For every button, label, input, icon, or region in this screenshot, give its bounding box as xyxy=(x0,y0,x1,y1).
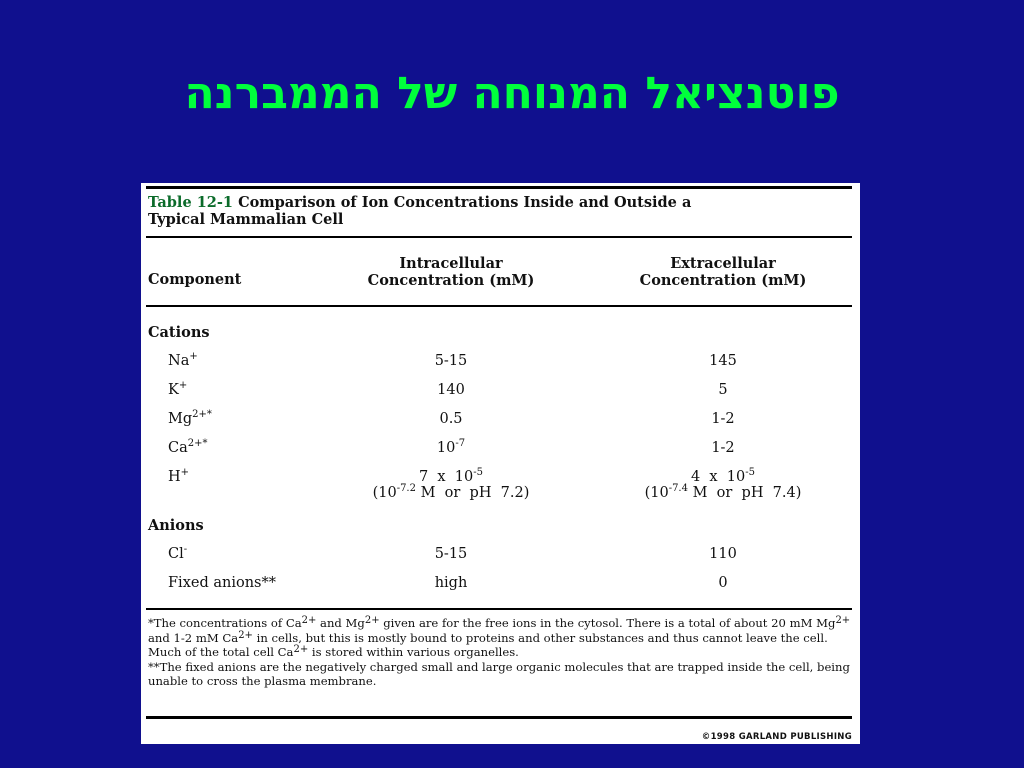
header-intra-line2: Concentration (mM) xyxy=(367,272,535,289)
section-anions: Anions xyxy=(148,517,204,534)
table-row xyxy=(141,575,860,595)
caption-line2: Typical Mammalian Cell xyxy=(148,211,344,228)
ion-name: $Mg^{2+*}$ xyxy=(168,409,212,427)
header-top-rule xyxy=(146,236,852,238)
section-cations: Cations xyxy=(148,324,210,341)
header-component: Component xyxy=(148,271,242,288)
footnote-2: **The fixed anions are the negatively charged small and large organic molecules that are trapped inside the cell, being unable to cross the plasma membrane. xyxy=(148,659,850,688)
ion-name: K+ xyxy=(168,380,188,398)
caption-line1: Comparison of Ion Concentrations Inside and Outside a xyxy=(238,194,692,211)
header-extracellular xyxy=(603,255,843,289)
extra-value: 0 xyxy=(718,575,728,591)
extra-value: 110 xyxy=(709,546,737,562)
table-number: Table 12-1 xyxy=(148,194,234,211)
intra-value: 7 x $10^{-5}$ ($10^{-7.2}$ M or pH 7.2) xyxy=(372,467,530,501)
copyright-notice: ©1998 GARLAND PUBLISHING xyxy=(701,732,852,742)
table-row xyxy=(141,411,860,431)
header-bottom-rule xyxy=(146,305,852,307)
extra-value: 1-2 xyxy=(711,440,735,456)
extra-value: 4 x $10^{-5}$ ($10^{-7.4}$ M or pH 7.4) xyxy=(644,467,802,501)
header-extra-line2: Concentration (mM) xyxy=(639,272,807,289)
ion-name: Cl- xyxy=(168,544,188,562)
ion-name: H+ xyxy=(168,467,190,485)
header-extra-line1: Extracellular xyxy=(670,255,776,272)
intra-value: high xyxy=(434,575,468,591)
intra-value: 5-15 xyxy=(434,353,468,369)
table-row xyxy=(141,353,860,373)
footnote-top-rule xyxy=(146,608,852,610)
footnotes xyxy=(148,616,853,689)
extra-value: 145 xyxy=(709,353,737,369)
ion-concentration-table xyxy=(141,183,860,744)
intra-value: $10^{-7}$ xyxy=(436,438,466,456)
table-caption xyxy=(148,194,848,228)
top-rule xyxy=(146,186,852,189)
bottom-rule xyxy=(146,716,852,719)
header-intracellular xyxy=(331,255,571,289)
ion-name: Fixed anions** xyxy=(168,575,276,591)
footnote-1: *The concentrations of $Ca^{2+}$ and $Mg^{2+}$ given are for the free ions in the cytosol. There is a total of about 20 mM $Mg^{2+}$ and 1-2 mM $Ca^{2+}$ in cells, but this is mostly bound to proteins and other substances and thus cannot leave the cell. Much of the total cell $Ca^{2+}$ is stored within various organelles. xyxy=(148,615,851,659)
slide-title: פוטנציאל המנוחה של הממברנה xyxy=(184,68,840,119)
intra-value: 0.5 xyxy=(439,411,463,427)
table-row xyxy=(141,382,860,402)
header-intra-line1: Intracellular xyxy=(399,255,503,272)
extra-value: 1-2 xyxy=(711,411,735,427)
intra-value: 140 xyxy=(437,382,465,398)
table-row xyxy=(141,440,860,460)
intra-value: 5-15 xyxy=(434,546,468,562)
table-row xyxy=(141,469,860,509)
table-row xyxy=(141,546,860,566)
extra-value: 5 xyxy=(718,382,728,398)
ion-name: $Ca^{2+*}$ xyxy=(168,438,208,456)
ion-name: Na+ xyxy=(168,351,198,369)
